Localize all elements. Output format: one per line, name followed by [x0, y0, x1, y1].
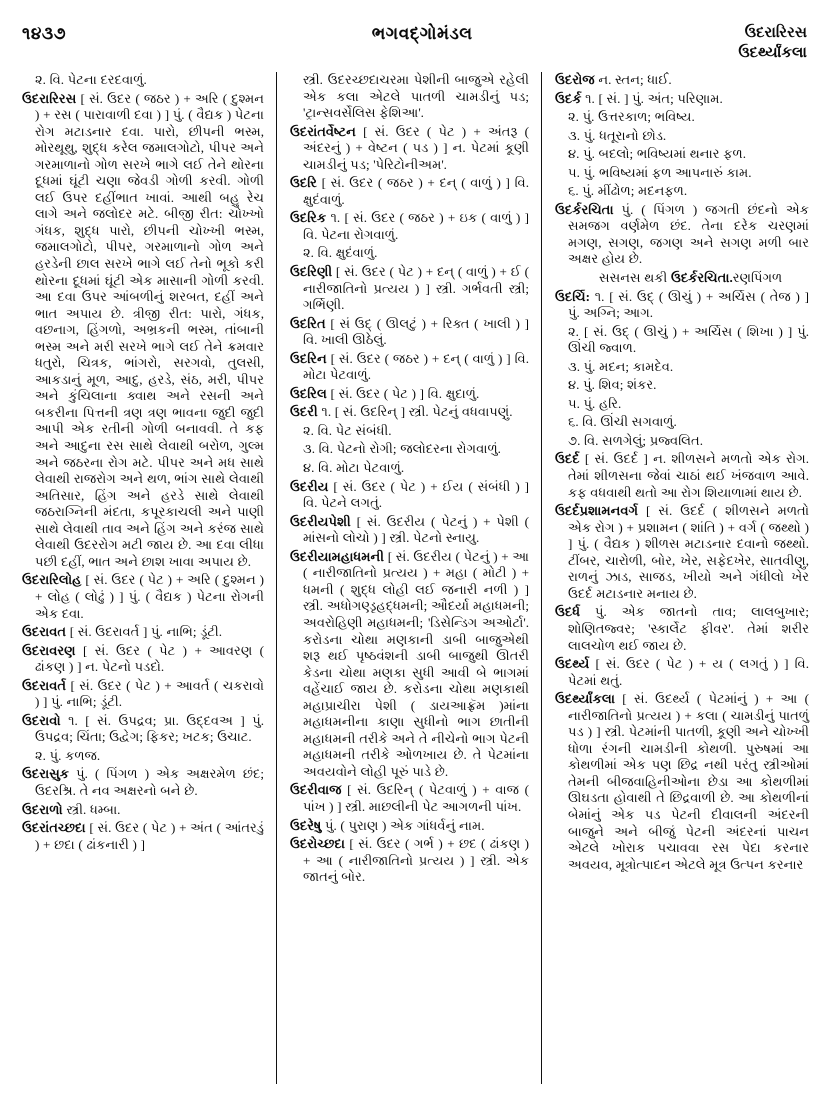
- dictionary-entry: [290, 818, 529, 835]
- entry-headword: ઉદરાળો: [22, 801, 63, 817]
- entry-headword: ઉદર્ધ: [555, 604, 581, 620]
- citation-headword: ઉદર્કરચિતા.: [670, 270, 733, 286]
- entry-definition: [ સં. ઉદર ( જઠર ) + દન્ ( વાળું ) ] વિ. ક્ષુદંવાળું.: [303, 175, 529, 207]
- dictionary-entry: [555, 289, 809, 322]
- dictionary-entry: [555, 656, 809, 689]
- entry-continuation: સ્ત્રી. ઉદરચ્છદાચરમા પેશીની બાજુએ રહેલી એક કલા એટલે પાતળી ચામડીનું પડ; 'ટ્રાન્સવર્સેલિસ ફેશિઆ'.: [303, 72, 529, 121]
- guide-word-bottom: ઉદર્થ્યાંકલા: [738, 44, 807, 61]
- dictionary-entry: [22, 572, 264, 622]
- entry-sense: ૫. પું. હરિ.: [568, 395, 622, 411]
- entry-sense: ૭. વિ. સળગેલું; પ્રજ્વલિત.: [568, 432, 704, 448]
- entry-headword: ઉદરાંતર્વેષ્ટન: [290, 123, 356, 139]
- entry-definition: સ્ત્રી. ધમ્બા.: [62, 801, 121, 817]
- dictionary-entry: [555, 202, 809, 268]
- entry-headword: ઉદર્ચિ:: [555, 288, 591, 304]
- dictionary-entry: [290, 124, 529, 174]
- entry-headword: ઉદરારિરસ: [22, 90, 77, 106]
- dictionary-entry: [290, 264, 529, 314]
- dictionary-entry: [290, 386, 529, 403]
- column-3: [542, 72, 825, 1084]
- dictionary-entry: [290, 836, 529, 886]
- entry-citation: [555, 270, 809, 287]
- entry-definition: [ સં. ઉદર ( પેટ ) + અંતરૂ ( અંદરનું ) + વેષ્ટન ( પડ ) ] ન. પેટમાં કૂણી ચામડીનું પડ; 'પેરિટોનીઅમ'.: [303, 123, 529, 172]
- book-title: ભગવદ્ગોમંડલ: [371, 24, 473, 43]
- entry-headword: ઉદરિક: [290, 210, 327, 226]
- entry-headword: ઉદરીયપેશી: [290, 513, 351, 529]
- entry-definition: ન. સ્તન; ધાર્ઈ.: [594, 72, 672, 87]
- dictionary-entry: [22, 802, 264, 819]
- dictionary-entry: [22, 713, 264, 746]
- entry-sense: ૨. વિ. પેટ સંબંધી.: [303, 422, 392, 438]
- entry-definition: [ સં. ઉદર ( પેટ ) + ઈય ( સંબંધી ) ] વિ. પેટને લગતું.: [303, 478, 529, 511]
- dictionary-entry: [22, 820, 264, 853]
- dictionary-entry: [290, 210, 529, 243]
- dictionary-entry: [555, 451, 809, 501]
- entry-sense: ૨. [ સં. ઉદ્ ( ઊચું ) + અર્ચિસ ( શિખા ) ] પું. ઊંચી જ્વાળ.: [568, 323, 809, 356]
- entry-sense: ૨. પું. ઉત્તરકાળ; ભવિષ્ય.: [568, 109, 695, 125]
- entry-definition: [ સં. ઉદર ( જઠર ) + અરિ ( દુશ્મન ) + રસ ( પારાવાળી દવા ) ] પું. ( વૈદ્યક ) પેટના રોગ મટાડનાર દવા. પારો, છીપની ભસ્મ, મોરથૂથુ, શુદ્ધ કરેલ જમાલગોટો, પીપર અને ગરમાળાનો ગોળ સરખે ભાગે લઈ તેને થોરના દૂધમાં ઘૂંટી ચણા જેવડી ગોળી કરવી. ગોળી લઈ ઉપર દહીંભાત ખાવાં. આથી બહુ રેચ લાગે અને જલોદર મટે. બીજી રીત: ચોખ્ખો ગંધક, શુદ્ધ પારો, છીપની ચોખ્ખી ભસ્મ, જમાલગોટો, પીપર, ગરમાળાનો ગોળ અને હરડેની છાલ સરખે ભાગે લઈ તેનો ભૂકો કરી થોરના દૂધમાં ઘૂંટી એક માસાની ગોળી કરવી. આ દવા ઉપર આંબળીનું શરબત, દહીં અને ભાત અપાય છે. ત્રીજી રીત: પારો, ગંધક, વછનાગ, હિંગળો, અભ્રકની ભસ્મ, તાંબાની ભસ્મ અને મરી સરખે ભાગે લઈ તેને ક્રમવાર ધતુરો, ચિત્રક, ભાંગરો, સરગવો, તુલસી, આકડાનું મૂળ, આદુ, હરડે, સંઠ, મરી, પીપર અને કુંચિલાના ક્વાથ અને રસની અને બકરીના પિત્તની ત્રણ ત્રણ ભાવના જુદી જુદી આપી એક રતીની ગોળી બનાવવી. તે કફ અને આદુના રસ સાથે લેવાથી બરોળ, ગુલ્મ અને જઠરના રોગ મટે. પીપર અને મધ સાથે લેવાથી રાજરોગ અને થળ, ભાંગ સાથે લેવાથી અતિસાર, હિંગ અને હરડે સાથે લેવાથી જઠરાગ્નિની મંદતા, કપૂરકાચલી અને પાણી સાથે લેવાથી તાવ અને હિંગ અને કરંજ સાથે લેવાથી ઉદરરોગ મટી જાય છે. આ દવા લીધા પછી દહીં, ભાત અને છાશ ખાવા અપાય છે.: [35, 90, 264, 569]
- entry-headword: ઉદર્થ્ય: [555, 656, 590, 672]
- entry-headword: ઉદર્દ: [555, 451, 580, 467]
- entry-definition: [ સં. ઉદર ( પેટ ) + અરિ ( દુશ્મન ) + લોહ ( લોઢું ) ] પું. ( વૈદ્યક ) પેટના રોગની એક દવા.: [35, 572, 264, 621]
- dictionary-entry: [22, 624, 264, 641]
- entry-sense: ૨. વિ. પેટના દરદવાળું.: [35, 72, 147, 87]
- entry-headword: ઉદરારિલોહ: [22, 572, 82, 588]
- entry-definition: ૧. [ સં. ઉદ્ ( ઊચું ) + અર્ચિસ ( તેજ ) ] પું. અગ્નિ; આગ.: [568, 288, 809, 321]
- entry-definition: [ સં ઉદ્ ( ઊલટું ) + રિક્ત ( ખાલી ) ] વિ. ખાલી ઊઠેલું.: [303, 315, 529, 348]
- entry-definition: [ સં. ઉદર ( પેટ ) + ય ( લગતું ) ] વિ. પેટમાં થતું.: [568, 656, 809, 688]
- entry-headword: ઉદરિલ: [290, 385, 327, 401]
- entry-headword: ઉદરિણી: [290, 264, 333, 280]
- entry-sense: ૪. વિ. મોટા પેટવાળું.: [303, 460, 405, 476]
- entry-headword: ઉદરી: [290, 404, 318, 420]
- dictionary-entry: [555, 691, 809, 873]
- dictionary-entry: [22, 766, 264, 799]
- entry-headword: ઉદરિ: [290, 175, 317, 191]
- entry-definition: પું. એક જાતનો તાવ; લાલબુખાર; શોણિતજ્વર; 'સ્કાર્લેટ ફીવર'. તેમાં શરીર લાલચોળ થઈ જાય છે.: [568, 604, 809, 653]
- entry-headword: ઉદરાસુક: [22, 766, 70, 782]
- citation-quote: સસનસ થકી ઉદર્કરચિતા.: [599, 270, 733, 286]
- entry-definition: [ સં. ઉદર ( પેટ ) ] વિ. ક્ષુદાળું.: [326, 385, 480, 401]
- entry-headword: ઉદર્થ્યાંકલા: [555, 691, 615, 707]
- guide-word-top: ઉદરારિરસ: [744, 25, 807, 41]
- entry-headword: ઉદરીયામહાધમની: [290, 548, 385, 564]
- entry-headword: ઉદરાવરણ: [22, 642, 76, 658]
- entry-sense: ૨. પું. કળજ.: [35, 747, 101, 763]
- entry-headword: ઉદરાવો: [22, 712, 61, 728]
- dictionary-entry: [555, 503, 809, 602]
- entry-headword: ઉદરીવાજ: [290, 782, 342, 798]
- dictionary-entry: [290, 479, 529, 512]
- entry-definition: [ સં. ઉદર ( જઠર ) + દન્ ( વાળું ) ] વિ. મોટા પેટવાળું.: [303, 350, 529, 383]
- dictionary-entry: [555, 604, 809, 654]
- guide-words: [738, 24, 807, 63]
- entry-definition: પું. ( પિંગળ ) એક અક્ષરમેળ છંદ; ઉદરશ્રિ. તે નવ અક્ષરનો બને છે.: [35, 766, 264, 798]
- dictionary-entry: [555, 91, 809, 108]
- entry-headword: ઉદર્ક: [555, 90, 582, 106]
- dictionary-entry: [22, 643, 264, 676]
- entry-headword: ઉદરિત: [290, 315, 326, 331]
- entry-definition: [ સં. ઉદરીય ( પેટનું ) + આ ( નારીજાતિનો પ્રત્યય ) + મહા ( મોટી ) + ધમની ( શુદ્ધ લોહી લઈ જનારી નળી ) ] સ્ત્રી. અધોગણ્ડૃહદ્ધમની; ઔદર્યા મહાધમની; અવરોહિણી મહાધમની; 'ડિસેન્ડિગ અઓર્ટા'. કરોડના ચોથા મણકાની ડાબી બાજુએથી શરૂ થઈ પૃષ્ઠવંશની ડાબી બાજુથી ઊતરી કેડના ચોથા મણકા સુધી આવી બે ભાગમાં વહેંચાઈ જાય છે. કરોડના ચોથા મણકાથી મહાપ્રાચીરા પેશી ( ડાયઆફ્રૅમ )માંના મહાધમનીના કાણા સુધીનો ભાગ છાતીની મહાધમની તરીકે અને તે નીચેનો ભાગ પેટની મહાધમની તરીકે ઓળખાય છે. તે પેટમાંના અવયવોને લોહી પૂરું પાડે છે.: [303, 548, 529, 779]
- entry-definition: ૧. [ સં. ઉદરિન્ ] સ્ત્રી. પેટનું વધવાપણું.: [317, 404, 513, 420]
- entry-sense: ૪. પું. બદલો; ભવિષ્યમાં થનાર ફળ.: [568, 146, 747, 162]
- entry-definition: ૧. [ સં. ઉપદ્રવ; પ્રા. ઉદ્દવઅ ] પું. ઉપદ્રવ; ચિંતા; ઉદ્વેગ; ફિકર; ખટક; ઉચાટ.: [35, 712, 264, 745]
- entry-definition: [ સં. ઉદરિન્ ( પેટવાળું ) + વાજ ( પાંખ ) ] સ્ત્રી. માછલીની પેટ આગળની પાંખ.: [303, 782, 529, 814]
- column-2: [276, 72, 542, 1084]
- dictionary-entry: [290, 316, 529, 349]
- entry-definition: [ સં. ઉદર્થ્ય ( પેટમાંનું ) + આ ( નારીજાતિનો પ્રત્યય ) + કલા ( ચામડીનું પાતળું પડ ) ] સ્ત્રી. પેટમાંની પાતળી, કૂણી અને ચોખ્ખી ધોળા રંગની ચામડીની કોથળી. પુરુષમાં આ કોથળીમાં એક પણ છિદ્ર નથી પરંતુ સ્ત્રીઓમાં તેમની બીજવાહિનીઓના છેડા આ કોથળીમાં ઊઘડતા હોવાથી તે છિદ્રવાળી છે. આ કોથળીનાં બેમાંનું એક પડ પેટની દીવાલની અંદરની બાજુને અને બીજું પેટની અંદરનાં પાચન એટલે ખોરાક પચાવવા રસ પેદા કરનાર અવયવ, મૂત્રોત્પાદન એટલે મૂત્ર ઉત્પન કરનાર: [568, 691, 809, 872]
- entry-headword: ઉદરીય: [290, 478, 329, 494]
- entry-sense: ૬. વિ. ઊંચી સગવાળું.: [568, 414, 677, 430]
- entry-definition: પું. ( પુરાણ ) એક ગાંધર્વનું નામ.: [321, 817, 485, 833]
- entry-headword: ઉદરિન: [290, 350, 327, 366]
- entry-headword: ઉદરોજ: [555, 72, 595, 87]
- entry-sense: ૩. પું. મદન; કામદેવ.: [568, 358, 674, 374]
- dictionary-entry: [290, 175, 529, 208]
- entry-definition: [ સં. ઉદરાવર્ત ] પું. નાભિ; ડૂંટી.: [66, 624, 223, 640]
- entry-sense: ૬. પું. મીંઢોળ; મદનફળ.: [568, 183, 688, 199]
- entry-headword: ઉદર્કરચિતા: [555, 201, 614, 217]
- entry-definition: [ સં. ઉદર ( પેટ ) + અંત ( આંતરડું ) + છદા ( ઢાંકનારી ) ]: [35, 820, 264, 852]
- entry-definition: પું. ( પિંગળ ) જગતી છંદનો એક સમજગ વર્ણમેળ છંદ. તેના દરેક ચરણમાં મગણ, સગણ, જગણ અને સગણ મળી બાર અક્ષર હોય છે.: [568, 201, 809, 267]
- column-1: [0, 72, 276, 1084]
- citation-source: રણપિંગળ: [732, 270, 783, 286]
- entry-definition: ૧. [ સં. ઉદર ( જઠર ) + ઇક ( વાળું ) ] વિ. પેટના રોગવાળું.: [303, 210, 529, 242]
- entry-definition: [ સં. ઉદર ( પેટ ) + આવર્ત ( ચકરાવો ) ] પું. નાભિ; ડૂંટી.: [35, 677, 264, 710]
- entry-sense: ૪. પું. શિવ; શંકર.: [568, 377, 657, 393]
- dictionary-entry: [22, 678, 264, 711]
- dictionary-entry: [290, 514, 529, 547]
- entry-definition: [ સં. ઉદર ( ગર્ભ ) + છદ ( ઢાંકણ ) + આ ( નારીજાતિનો પ્રત્યય ) ] સ્ત્રી. એક જાતનું બોર.: [303, 836, 529, 885]
- dictionary-entry: [555, 72, 809, 89]
- entry-headword: ઉદરાંતચ્છદા: [22, 820, 86, 836]
- entry-headword: ઉદરોચ્છદા: [290, 836, 345, 852]
- entry-headword: ઉદર્દપ્રશામનવર્ગ: [555, 503, 639, 519]
- entry-definition: [ સં. ઉદર ( પેટ ) + આવરણ ( ઢાંકણ ) ] ન. પેટનો પડદો.: [35, 642, 264, 675]
- entry-definition: [ સં. ઉદર ( પેટ ) + દન્ ( વાળું ) + ઈ ( નારીજાતિનો પ્રત્યય ) ] સ્ત્રી. ગર્ભવતી સ્ત્રી; ગર્ભિણી.: [303, 264, 529, 313]
- entry-definition: ૧. [ સં. ] પું. અંત; પરિણામ.: [581, 90, 723, 106]
- page-number: ૧૪૩૭: [22, 24, 67, 43]
- dictionary-entry: [290, 351, 529, 384]
- column-container: [0, 72, 825, 1084]
- entry-sense: ૨. વિ. ક્ષુદંવાળું.: [303, 245, 378, 261]
- entry-definition: [ સં. ઉદર્દ ( શીળસને મળતો એક રોગ ) + પ્રશામન ( શાંતિ ) + વર્ગ ( જથ્થો ) ] પું. ( વૈદ્યક ) શીળસ મટાડનાર દવાનો જથ્થો. ટીંબર, ચારોળી, બોર, ખેર, સફેદખેર, સાતવીણુ, રાળનું ઝાડ, સાજડ, ખીયો અને ગંધીલો ખેર ઉદર્દ મટાડનાર મનાય છે.: [568, 503, 809, 601]
- entry-definition: [ સં. ઉદરીય ( પેટનું ) + પેશી ( માંસનો લોચો ) ] સ્ત્રી. પેટનો સ્નાયુ.: [303, 513, 529, 546]
- entry-headword: ઉદરેષુ: [290, 817, 322, 833]
- entry-headword: ઉદરાવર્ત: [22, 677, 67, 693]
- dictionary-entry: [290, 782, 529, 815]
- entry-definition: [ સં. ઉદર્દ ] ન. શીળસને મળતો એક રોગ. તેમાં શીળસના જેવાં ચાઠાં થઈ ખંજવાળ આવે. કફ વધવાથી થતો આ રોગ શિયાળામાં થાય છે.: [568, 451, 809, 500]
- entry-headword: ઉદરાવત: [22, 624, 67, 640]
- dictionary-entry: [290, 549, 529, 781]
- entry-sense: ૩. વિ. પેટનો રોગી; જલોદરના રોગવાળું.: [303, 441, 501, 457]
- entry-sense: ૫. પું. ભવિષ્યમાં ફળ આપનારું કામ.: [568, 164, 752, 180]
- dictionary-entry: [290, 404, 529, 421]
- dictionary-entry: [22, 91, 264, 571]
- entry-sense: ૩. પું. ધતૂરાનો છોડ.: [568, 127, 667, 143]
- running-head: [0, 24, 825, 70]
